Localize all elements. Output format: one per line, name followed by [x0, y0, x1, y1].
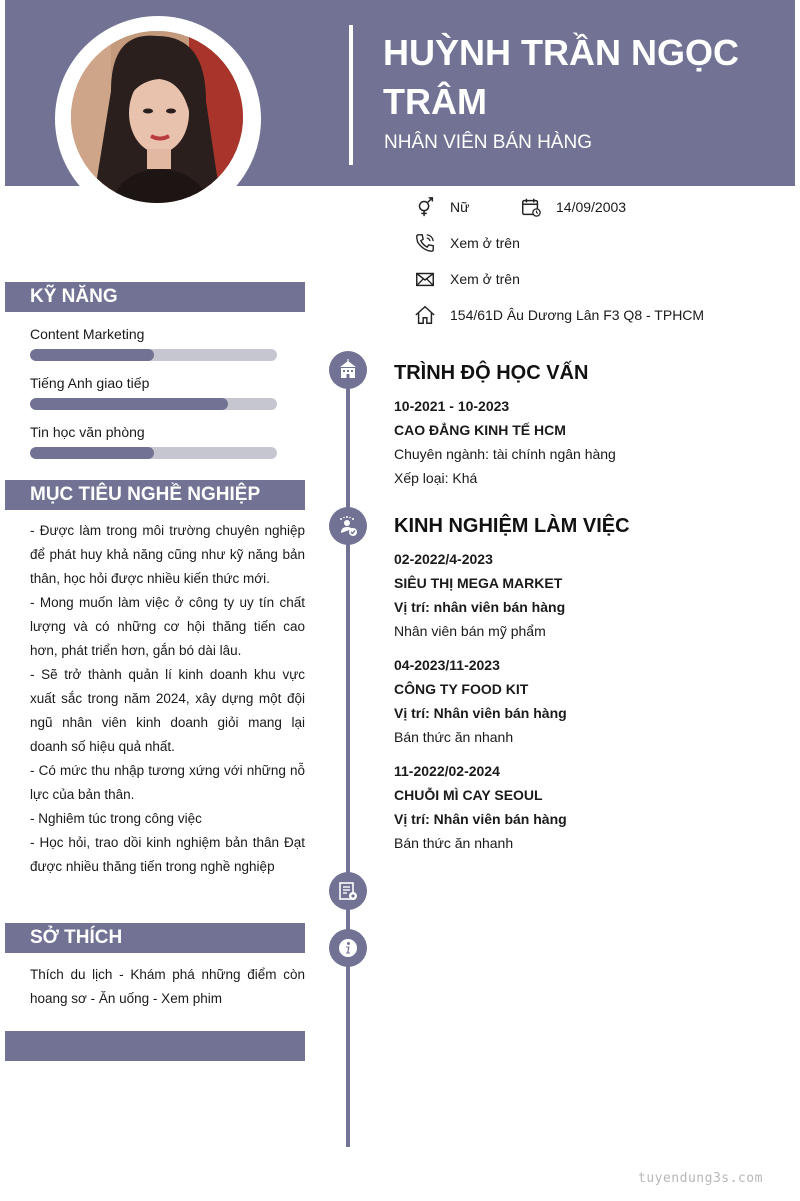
envelope-icon: [414, 268, 436, 290]
calendar-icon: [520, 196, 542, 218]
birthday-value: 14/09/2003: [556, 199, 627, 215]
job-description: Bán thức ăn nhanh: [394, 729, 514, 745]
objective-line: - Nghiêm túc trong công việc: [30, 811, 202, 826]
job-period: 11-2022/02-2024: [394, 763, 500, 779]
hobbies-text: Thích du lịch - Khám phá những điểm còn hoang sơ - Ăn uống - Xem phim: [30, 967, 305, 1006]
empty-section-bar: [5, 1031, 305, 1061]
gender-icon: [414, 196, 436, 218]
address-value: 154/61D Âu Dương Lân F3 Q8 - TPHCM: [450, 307, 705, 323]
objective-line: - Có mức thu nhập tương xứng với những nỗ lực của bản thân.: [30, 763, 305, 802]
school-icon: [329, 351, 367, 389]
education-grade: Xếp loại: Khá: [394, 470, 478, 486]
education-major: Chuyên ngành: tài chính ngân hàng: [394, 446, 616, 462]
skill-name: Tiếng Anh giao tiếp: [30, 375, 150, 391]
job-company: SIÊU THỊ MEGA MARKET: [394, 575, 563, 591]
candidate-name: HUỲNH TRẦN NGỌC TRÂM: [383, 32, 739, 122]
education-heading: TRÌNH ĐỘ HỌC VẤN: [394, 362, 589, 384]
email-row: [414, 268, 520, 290]
watermark: tuyendung3s.com: [638, 1171, 763, 1186]
education-school: CAO ĐẲNG KINH TẾ HCM: [394, 422, 566, 438]
skill-bar-fill: [30, 349, 154, 361]
gender-value: Nữ: [450, 199, 470, 215]
email-value: Xem ở trên: [450, 271, 520, 287]
skill-bar: [30, 398, 277, 410]
job-position: Vị trí: Nhân viên bán hàng: [394, 811, 567, 827]
job-company: CHUỖI MÌ CAY SEOUL: [394, 787, 543, 803]
certificate-icon: [329, 872, 367, 910]
avatar: [71, 31, 243, 203]
phone-row: [414, 232, 520, 254]
skill-name: Content Marketing: [30, 326, 145, 342]
skill-name: Tin học văn phòng: [30, 424, 145, 440]
job-position: Vị trí: Nhân viên bán hàng: [394, 705, 567, 721]
job-period: 04-2023/11-2023: [394, 657, 500, 673]
job-description: Nhân viên bán mỹ phẩm: [394, 623, 546, 639]
timeline-line: [346, 370, 350, 1147]
home-icon: [414, 304, 436, 326]
skill-bar: [30, 349, 277, 361]
objective-heading: MỤC TIÊU NGHỀ NGHIỆP: [5, 480, 305, 510]
team-icon: [329, 507, 367, 545]
birthday-row: [520, 196, 626, 218]
objective-line: - Sẽ trở thành quản lí kinh doanh khu vực xuất sắc trong năm 2024, xây dựng một đội ngũ nhân viên kinh doanh giỏi mang lại doanh số hiệu quả nhất.: [30, 667, 305, 754]
gender-row: [414, 196, 469, 218]
job-description: Bán thức ăn nhanh: [394, 835, 514, 851]
objective-line: - Học hỏi, trao dồi kinh nghiệm bản thân Đạt được nhiều thăng tiến trong nghề nghiệp: [30, 835, 305, 874]
hobbies-heading: SỞ THÍCH: [5, 923, 305, 953]
header-divider: [349, 25, 353, 165]
objective-line: - Được làm trong môi trường chuyên nghiệp để phát huy khả năng cũng như kỹ năng bản thân, học hỏi được nhiều kiến thức mới.: [30, 523, 305, 586]
skill-bar-fill: [30, 447, 154, 459]
job-title: NHÂN VIÊN BÁN HÀNG: [384, 132, 592, 153]
education-period: 10-2021 - 10-2023: [394, 398, 510, 414]
phone-value: Xem ở trên: [450, 235, 520, 251]
objective-line: - Mong muốn làm việc ở công ty uy tín chất lượng và có những cơ hội thăng tiến cao hơn, phát triển hơn, gắn bó dài lâu.: [30, 595, 305, 658]
job-position: Vị trí: nhân viên bán hàng: [394, 599, 566, 615]
skills-heading: KỸ NĂNG: [5, 282, 305, 312]
skill-bar: [30, 447, 277, 459]
experience-heading: KINH NGHIỆM LÀM VIỆC: [394, 515, 630, 537]
job-company: CÔNG TY FOOD KIT: [394, 681, 529, 697]
info-icon: [329, 929, 367, 967]
skill-bar-fill: [30, 398, 228, 410]
job-period: 02-2022/4-2023: [394, 551, 493, 567]
address-row: [414, 304, 704, 326]
objective-text: [30, 519, 305, 879]
phone-icon: [414, 232, 436, 254]
